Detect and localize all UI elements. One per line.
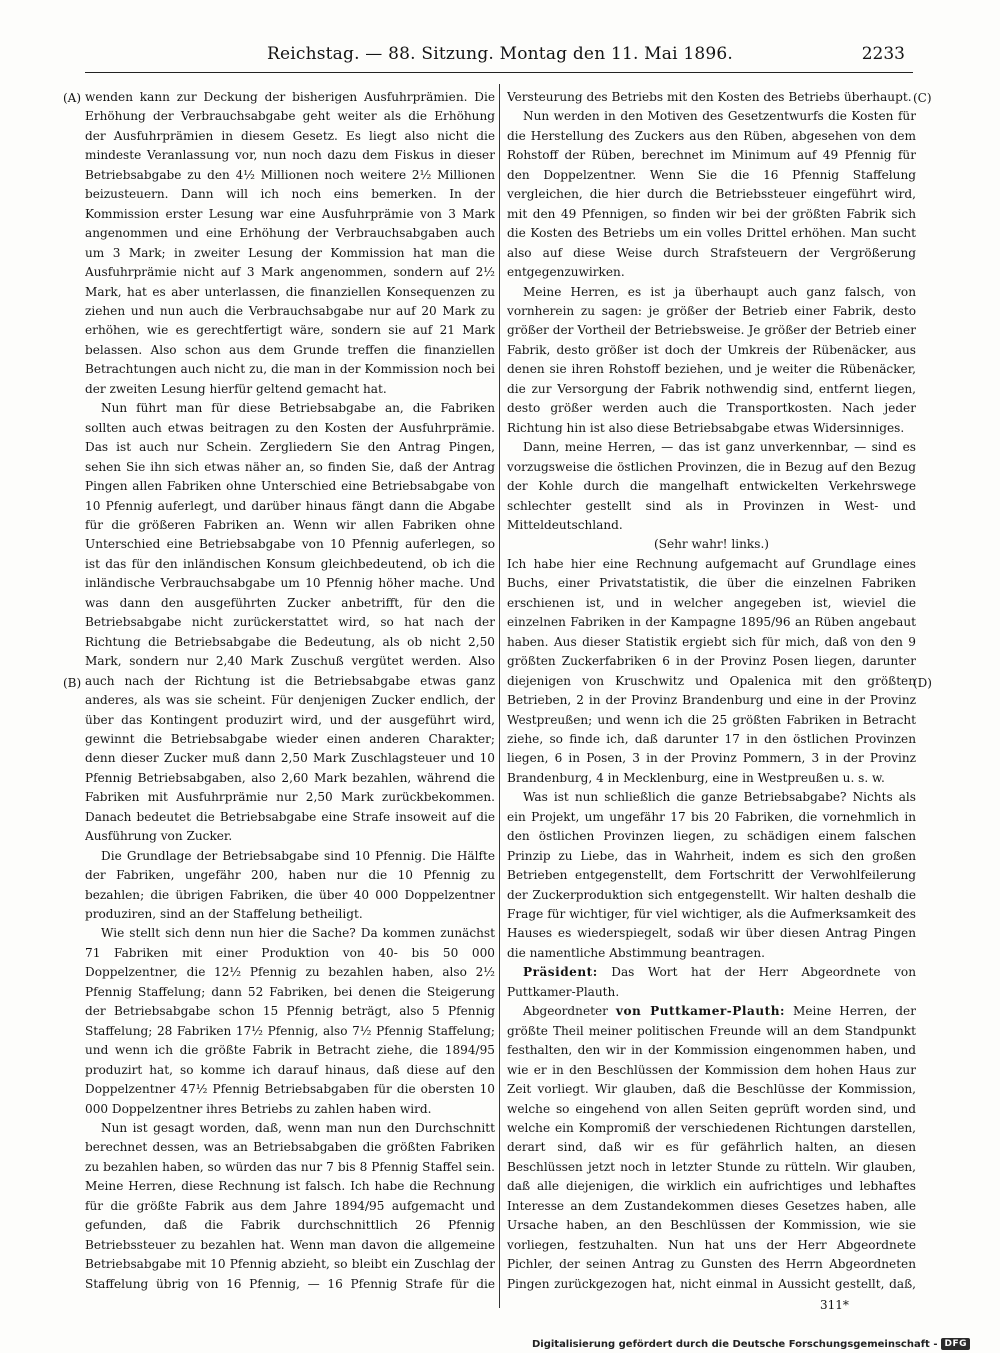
right-paragraph-1: Versteurung des Betriebs mit den Kosten des Betriebs überhaupt. <box>507 90 912 104</box>
margin-marker-a: (A) <box>63 91 82 105</box>
margin-marker-b: (B) <box>63 676 82 690</box>
right-paragraph-4: Dann, meine Herren, — das ist ganz unverkennbar, — sind es vorzugsweise die östlichen Provinzen, die in Bezug auf den Bezug der Kohle durch die mangelhaft entwickelten Verkehrswege schlechter gestellt sind als in Provinzen in West- und Mitteldeutschland. <box>507 440 916 532</box>
dfg-logo-icon: DFG <box>941 1338 970 1350</box>
margin-marker-d: (D) <box>913 676 932 690</box>
speaker-prefix: Abgeordneter <box>523 1004 608 1019</box>
right-paragraph-3: Meine Herren, es ist ja überhaupt auch ganz falsch, von vornherein zu sagen: je größer der Betrieb einer Fabrik, desto größer der Vortheil der Betriebsweise. Je größer der Betrieb einer Fabrik, desto größer ist doch der Umkreis der Rübenäcker, aus denen sie ihren Rohstoff beziehen, und je weiter die Rübenäcker, die zur Versorgung der Fabrik nothwendig sind, entfernt liegen, desto größer werden auch die Transportkosten. Nach jeder Richtung hin ist also diese Betriebsabgabe etwas Widersinniges. <box>507 284 916 435</box>
left-paragraph-2: Nun führt man für diese Betriebsabgabe an, die Fabriken sollten auch etwas beitragen zu den Kosten der Ausfuhrprämie. Das ist auch nur Schein. Zergliedern Sie den Antrag Pingen, sehen Sie ihn sich etwas näher an, so finden Sie, daß der Antrag Pingen allen Fabriken ohne Unterschied eine Betriebsabgabe von 10 Pfennig auferlegt, und darüber hinaus fängt dann die Abgabe für die größeren Fabriken an. Wenn wir allen Fabriken ohne Unterschied eine Betriebsabgabe von 10 Pfennig auferlegen, so ist das für den inländischen Konsum gleichbedeutend, ob ich die inländische Verbrauchsabgabe um 10 Pfennig höher mache. Und was dann den ausgeführten Zucker anbetrifft, für den die Betriebsabgabe nicht zurückerstattet wird, so hat nach der Richtung die Betriebsabgabe die Bedeutung, als ob nicht 2,50 Mark, sondern nur 2,40 Mark Zuschuß vergütet werden. Also auch nach der Richtung ist die Betriebsabgabe etwas ganz anderes, als was sie scheint. Für denjenigen Zucker endlich, der über das Kontingent produzirt wird, und der ausgeführt wird, gewinnt die Betriebsabgabe wieder einen anderen Charakter; denn dieser Zucker muß dann 2,50 Mark Zuschlagsteuer und 10 Pfennig Betriebsabgaben, also 2,60 Mark bezahlen, während die Fabriken mit Ausfuhrprämie nur 2,50 Mark zurückbekommen. Danach bedeutet die Betriebsabgabe eine Strafe insoweit auf die Ausführung von Zucker. <box>85 401 495 844</box>
speaker-block-president <box>507 963 916 1002</box>
president-statement: Das Wort hat der Herr Abgeordnete von Puttkamer-Plauth. <box>507 965 916 999</box>
left-paragraph-1: wenden kann zur Deckung der bisherigen Ausfuhrprämien. Die Erhöhung der Verbrauchsabgabe geht weiter als die Erhöhung der Ausfuhrprämien in diesem Gesetz. Es liegt also nicht die mindeste Veranlassung vor, nun noch dazu dem Fiskus in dieser Betriebsabgabe zu den 4½ Millionen noch weitere 2½ Millionen beizusteuern. Dann will ich noch eins bemerken. In der Kommission erster Lesung war eine Ausfuhrprämie von 3 Mark angenommen und eine Erhöhung der Verbrauchsabgaben auch um 3 Mark; in zweiter Lesung der Kommission hat man die Ausfuhrprämie nicht auf 3 Mark angenommen, sondern auf 2½ Mark, hat es aber unterlassen, die finanziellen Konsequenzen zu ziehen und nun auch die Verbrauchsabgabe nur auf 20 Mark zu erhöhen, wie es gerechtfertigt wäre, sondern sie auf 21 Mark belassen. Also schon aus dem Grunde treffen die finanziellen Betrachtungen auch nicht zu, die man in der Kommission noch bei der zweiten Lesung hierfür geltend gemacht hat. <box>85 90 495 396</box>
right-paragraph-6: Was ist nun schließlich die ganze Betriebsabgabe? Nichts als ein Projekt, um ungefähr 17 bis 20 Fabriken, die vornehmlich in den östlichen Provinzen liegen, zu schädigen einem falschen Prinzip zu Liebe, das in Wahrheit, indem es sich den großen Betrieben entgegenstellt, dem Fortschritt der Verwohlfeilerung der Zuckerproduktion sich entgegenstellt. Wir halten deshalb die Frage für wichtiger, für viel wichtiger, als die Aufmerksamkeit des Hauses es wiederspiegelt, sodaß wir über diesen Antrag Pingen die namentliche Abstimmung beantragen. <box>507 790 916 960</box>
footer-credit-text: Digitalisierung gefördert durch die Deutsche Forschungsgemeinschaft - <box>531 1338 938 1350</box>
puttkamer-statement: Meine Herren, der größte Theil meiner politischen Freunde will an dem Standpunkt festhalten, den wir in der Kommission eingenommen haben, und wie er in den Beschlüssen der Kommission dem hohen Haus zur Zeit vorliegt. Wir glauben, daß die Beschlüsse der Kommission, welche so eingehend von allen Seiten geprüft worden sind, und welche ein Kompromiß der verschiedenen Richtungen darstellen, derart sind, daß wir es für gefährlich halten, an diesen Beschlüssen jetzt noch in letzter Stunde zu rütteln. Wir glauben, daß alle diejenigen, die wirklich ein aufrichtiges und lebhaftes Interesse an dem Zustandekommen dieses Gesetzes haben, alle Ursache haben, an den Beschlüssen der Kommission, wie sie vorliegen, festzuhalten. Nun hat uns der Herr Abgeordnete Pichler, der seinen Antrag zu Gunsten des Herrn Abgeordneten Pingen zurückgezogen hat, nicht einmal in Aussicht gestellt, daß, <box>507 1004 916 1291</box>
running-header <box>0 44 1000 74</box>
left-paragraph-4: Wie stellt sich denn nun hier die Sache? Da kommen zunächst 71 Fabriken mit einer Produktion von 40- bis 50 000 Doppelzentner, die 12½ Pfennig zu bezahlen haben, also 2½ Pfennig Staffelung; dann 52 Fabriken, bei denen die Steigerung der Betriebsabgabe schon 15 Pfennig beträgt, also 5 Pfennig Staffelung; 28 Fabriken 17½ Pfennig, also 7½ Pfennig Staffelung; und wenn ich die größte Fabrik in Betracht ziehe, die 1894/95 produzirt hat, so komme ich darauf hinaus, daß diese auf den Doppelzentner 47½ Pfennig Betriebsabgaben für die obersten 10 000 Doppelzentner ihres Betriebs zu zahlen haben wird. <box>85 926 495 1116</box>
speaker-puttkamer: von Puttkamer-Plauth: <box>615 1004 785 1019</box>
left-paragraph-3: Die Grundlage der Betriebsabgabe sind 10 Pfennig. Die Hälfte der Fabriken, ungefähr 200, haben nur die 10 Pfennig zu bezahlen; die übrigen Fabriken, die über 40 000 Doppelzentner produziren, sind an der Staffelung betheiligt. <box>85 848 495 922</box>
footer-credit <box>532 1338 970 1350</box>
header-rule <box>85 72 913 73</box>
column-divider <box>499 84 500 1308</box>
signature-mark: 311* <box>820 1298 849 1312</box>
page-number: 2233 <box>861 44 905 64</box>
speaker-president: Präsident: <box>523 965 598 980</box>
left-column <box>85 88 495 1298</box>
speaker-block-puttkamer <box>507 1002 916 1298</box>
right-paragraph-5: Ich habe hier eine Rechnung aufgemacht auf Grundlage eines Buchs, einer Privatstatistik, die über die einzelnen Fabriken erschienen ist, und in welcher angegeben ist, wieviel die einzelnen Fabriken in der Kampagne 1895/96 an Rüben angebaut haben. Aus dieser Statistik ergiebt sich für mich, daß von den 9 größten Zuckerfabriken 6 in der Provinz Posen liegen, darunter diejenigen von Kruschwitz und Opalenica mit den größten Betrieben, 2 in der Provinz Brandenburg und eine in der Provinz Westpreußen; und wenn ich die 25 größten Fabriken in Betracht ziehe, so finde ich, daß darunter 17 in den östlichen Provinzen liegen, 6 in Posen, 3 in der Provinz Pommern, 3 in der Provinz Brandenburg, 4 in Mecklenburg, eine in Westpreußen u. s. w. <box>507 556 916 785</box>
left-paragraph-5: Nun ist gesagt worden, daß, wenn man nun den Durchschnitt berechnet dessen, was an Betriebsabgaben die größten Fabriken zu bezahlen haben, so würden das nur 7 bis 8 Pfennig Staffel sein. Meine Herren, diese Rechnung ist falsch. Ich habe die Rechnung für die größte Fabrik aus dem Jahre 1894/95 aufgemacht und gefunden, daß die Fabrik durchschnittlich 26 Pfennig Betriebssteuer zu bezahlen hat. Wenn man davon die allgemeine Betriebsabgabe mit 10 Pfennig abzieht, so bleibt ein Zuschlag der Staffelung übrig von 16 Pfennig, — 16 Pfennig Strafe für die <box>85 1121 495 1291</box>
header-title: Reichstag. — 88. Sitzung. Montag den 11. Mai 1896. <box>266 44 734 64</box>
right-paragraph-2: Nun werden in den Motiven des Gesetzentwurfs die Kosten für die Herstellung des Zuckers aus den Rüben, abgesehen von dem Rohstoff der Rüben, berechnet im Minimum auf 49 Pfennig für den Doppelzentner. Wenn Sie die 16 Pfennig Staffelung vergleichen, die hier durch die Betriebssteuer eingeführt wird, mit den 49 Pfennigen, so finden wir bei der größten Fabrik sich die Kosten des Betriebs um ein volles Drittel erhöhen. Man sucht also auf diese Weise durch Strafsteuern der Vergrößerung entgegenzuwirken. <box>507 109 916 280</box>
margin-marker-c: (C) <box>913 91 932 105</box>
right-column <box>507 88 916 1298</box>
interjection: (Sehr wahr! links.) <box>653 537 770 552</box>
